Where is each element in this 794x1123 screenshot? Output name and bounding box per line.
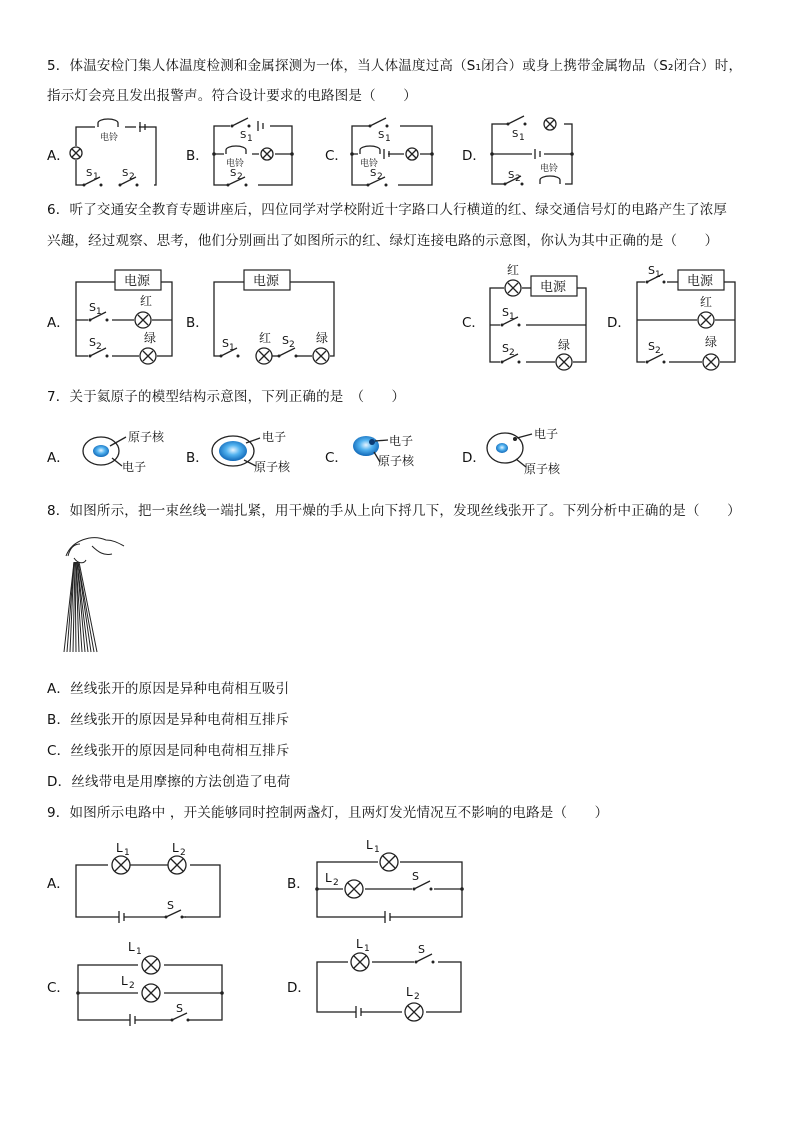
svg-text:S: S xyxy=(176,1002,183,1015)
svg-text:S: S xyxy=(86,168,93,179)
svg-text:2: 2 xyxy=(414,992,420,1002)
q7-stem: 7．关于氦原子的模型结构示意图，下列正确的是 （ ） xyxy=(47,389,406,405)
q7-option-d[interactable]: D． xyxy=(462,450,486,466)
svg-text:1: 1 xyxy=(124,848,130,858)
svg-text:S: S xyxy=(502,342,509,355)
svg-text:2: 2 xyxy=(333,878,339,888)
svg-text:2: 2 xyxy=(180,848,186,858)
q6-option-d[interactable]: D． xyxy=(607,315,631,331)
q9-option-d[interactable]: D． xyxy=(287,980,311,996)
svg-text:2: 2 xyxy=(655,346,661,356)
svg-text:绿: 绿 xyxy=(316,331,329,345)
q5-option-c[interactable]: C． xyxy=(325,148,348,164)
svg-text:电子: 电子 xyxy=(262,430,287,444)
svg-text:S: S xyxy=(240,130,247,141)
svg-text:L: L xyxy=(116,841,123,855)
q6-option-b[interactable]: B． xyxy=(186,315,209,331)
svg-text:2: 2 xyxy=(509,348,515,358)
q8-choice-c[interactable]: C．丝线张开的原因是同种电荷相互排斥 xyxy=(47,743,290,759)
svg-text:S: S xyxy=(512,129,519,140)
svg-text:2: 2 xyxy=(129,172,135,182)
svg-text:L: L xyxy=(406,985,413,999)
bell-label: 电铃 xyxy=(100,133,119,143)
svg-text:原子核: 原子核 xyxy=(378,454,415,468)
svg-text:2: 2 xyxy=(129,981,135,991)
q8-choice-a[interactable]: A．丝线张开的原因是异种电荷相互吸引 xyxy=(47,681,290,697)
svg-text:电源: 电源 xyxy=(124,274,151,289)
svg-text:原子核: 原子核 xyxy=(254,460,291,474)
q9-option-b[interactable]: B． xyxy=(287,876,310,892)
svg-text:S: S xyxy=(89,301,96,314)
svg-text:电铃: 电铃 xyxy=(540,164,559,174)
svg-text:绿: 绿 xyxy=(558,338,571,352)
svg-text:电子: 电子 xyxy=(534,427,559,441)
svg-text:S: S xyxy=(412,870,419,883)
q6-option-c[interactable]: C． xyxy=(462,315,485,331)
svg-text:红: 红 xyxy=(140,294,153,308)
svg-text:1: 1 xyxy=(96,307,102,317)
q6-option-a[interactable]: A． xyxy=(47,315,70,331)
svg-text:1: 1 xyxy=(655,270,661,280)
svg-text:L: L xyxy=(172,841,179,855)
svg-text:2: 2 xyxy=(237,172,243,182)
svg-text:S: S xyxy=(508,170,515,181)
svg-text:S: S xyxy=(502,306,509,319)
svg-text:1: 1 xyxy=(519,133,525,143)
svg-text:电铃: 电铃 xyxy=(360,159,379,169)
q9-option-c[interactable]: C． xyxy=(47,980,70,996)
svg-text:L: L xyxy=(356,937,363,951)
q7-option-c[interactable]: C． xyxy=(325,450,348,466)
svg-text:红: 红 xyxy=(259,331,272,345)
svg-text:1: 1 xyxy=(374,845,380,855)
svg-text:1: 1 xyxy=(93,172,99,182)
svg-text:电子: 电子 xyxy=(389,434,414,448)
svg-text:L: L xyxy=(325,871,332,885)
svg-text:电源: 电源 xyxy=(687,274,714,289)
svg-text:2: 2 xyxy=(96,342,102,352)
svg-text:S: S xyxy=(378,130,385,141)
svg-text:L: L xyxy=(121,974,128,988)
svg-text:L: L xyxy=(366,838,373,852)
q5-option-b[interactable]: B． xyxy=(186,148,209,164)
q6-stem-line1: 6．听了交通安全教育专题讲座后，四位同学对学校附近十字路口人行横道的红、绿交通信号灯的电路产生了浓厚 xyxy=(47,202,728,218)
svg-text:S: S xyxy=(648,264,655,277)
svg-text:电铃: 电铃 xyxy=(226,159,245,169)
svg-text:1: 1 xyxy=(247,134,253,144)
svg-text:1: 1 xyxy=(136,947,142,957)
svg-text:S: S xyxy=(122,168,129,179)
q5-option-d[interactable]: D． xyxy=(462,148,486,164)
q8-stem: 8．如图所示，把一束丝线一端扎紧，用干燥的手从上向下捋几下，发现丝线张开了。下列分析中正确的是（ ） xyxy=(47,503,741,519)
q8-choice-b[interactable]: B．丝线张开的原因是异种电荷相互排斥 xyxy=(47,712,290,728)
svg-text:1: 1 xyxy=(509,312,515,322)
svg-text:绿: 绿 xyxy=(144,331,157,345)
q5-stem-line1: 5．体温安检门集人体温度检测和金属探测为一体，当人体温度过高（S₁闭合）或身上携带金属物品（S₂闭合）时， xyxy=(47,58,743,74)
q5-option-a[interactable]: A． xyxy=(47,148,70,164)
q5-stem-line2: 指示灯会亮且发出报警声。符合设计要求的电路图是（ ） xyxy=(47,88,417,104)
svg-text:1: 1 xyxy=(364,944,370,954)
svg-text:原子核: 原子核 xyxy=(128,430,165,444)
q9-stem: 9．如图所示电路中 ，开关能够同时控制两盏灯，且两灯发光情况互不影响的电路是（ ） xyxy=(47,805,609,821)
svg-text:S: S xyxy=(418,943,425,956)
q9-option-a[interactable]: A． xyxy=(47,876,70,892)
svg-text:红: 红 xyxy=(507,263,520,277)
svg-text:S: S xyxy=(230,168,237,179)
svg-text:S: S xyxy=(167,899,174,912)
svg-text:L: L xyxy=(128,940,135,954)
svg-text:2: 2 xyxy=(289,340,295,350)
svg-text:S: S xyxy=(89,336,96,349)
svg-text:绿: 绿 xyxy=(705,335,718,349)
svg-text:S: S xyxy=(222,337,229,350)
q7-option-a[interactable]: A． xyxy=(47,450,70,466)
q6-stem-line2: 兴趣，经过观察、思考，他们分别画出了如图所示的红、绿灯连接电路的示意图，你认为其中正确的是（ ） xyxy=(47,233,719,249)
svg-text:S: S xyxy=(370,168,377,179)
svg-text:S: S xyxy=(648,340,655,353)
q7-option-b[interactable]: B． xyxy=(186,450,209,466)
svg-text:电源: 电源 xyxy=(253,274,280,289)
q8-choice-d[interactable]: D．丝线带电是用摩擦的方法创造了电荷 xyxy=(47,774,291,790)
svg-text:2: 2 xyxy=(377,172,383,182)
svg-text:原子核: 原子核 xyxy=(524,462,561,476)
svg-text:S: S xyxy=(282,334,289,347)
svg-text:电子: 电子 xyxy=(122,460,147,474)
svg-text:电源: 电源 xyxy=(540,280,567,295)
svg-text:红: 红 xyxy=(700,295,713,309)
svg-text:1: 1 xyxy=(229,343,235,353)
svg-text:1: 1 xyxy=(385,134,391,144)
svg-text:2: 2 xyxy=(515,174,521,184)
